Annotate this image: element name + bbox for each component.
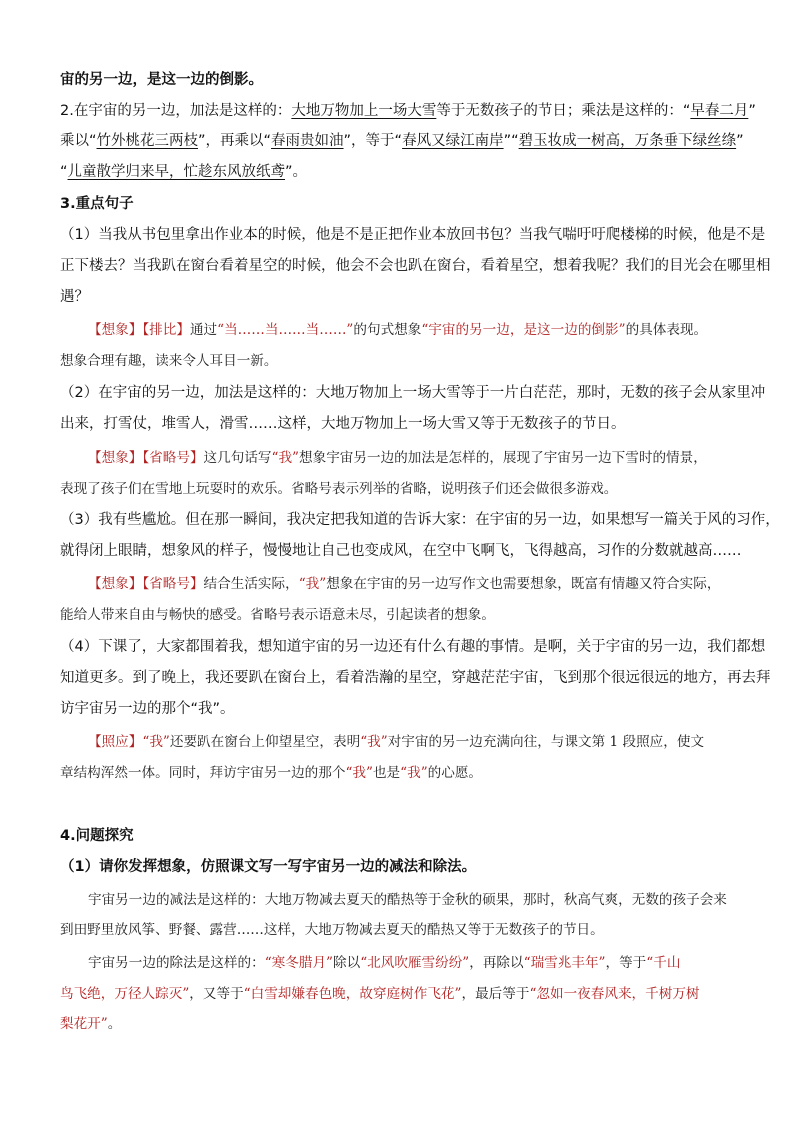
answer-division-line1: 宇宙另一边的除法是这样的：“寒冬腊月”除以“北风吹雁雪纷纷”，再除以“瑞雪兆丰年”，等于“千山 <box>88 955 681 971</box>
sentence-3-line1: （3）我有些尴尬。但在那一瞬间，我决定把我知道的告诉大家：在宇宙的另一边，如果想写一篇关于风的习作， <box>60 512 780 528</box>
note-1-line2: 想象合理有趣，读来令人耳目一新。 <box>60 353 278 369</box>
note-tag: 【照应】 <box>88 734 143 750</box>
note-3-line2: 能给人带来自由与畅快的感受。省略号表示语意未尽，引起读者的想象。 <box>60 607 495 623</box>
note-3-line1: 【想象】【省略号】结合生活实际，“我”想象在宇宙的另一边写作文也需要想象，既富有情趣又符合实际， <box>88 576 721 592</box>
answer-subtraction-line2: 到田野里放风筝、野餐、露营……这样，大地万物减去夏天的酷热又等于无数孩子的节日。 <box>60 922 604 938</box>
question-1: （1）请你发挥想象，仿照课文写一写宇宙另一边的减法和除法。 <box>60 859 477 875</box>
note-tag: 【想象】【排比】 <box>88 322 190 338</box>
sec2-line1: 宙的另一边，是这一边的倒影。 <box>60 72 263 88</box>
note-4-line2: 章结构浑然一体。同时，拜访宇宙另一边的那个“我”也是“我”的心愿。 <box>60 765 483 781</box>
sec4-heading: 4.问题探究 <box>60 828 134 844</box>
answer-subtraction-line1: 宇宙另一边的减法是这样的：大地万物减去夏天的酷热等于金秋的硕果，那时，秋高气爽，无数的孩子会来 <box>88 892 727 908</box>
sentence-4-line3: 访宇宙另一边的那个“我”。 <box>60 701 235 717</box>
sentence-1-line1: （1）当我从书包里拿出作业本的时候，他是不是正把作业本放回书包？当我气喘吁吁爬楼梯的时候，他是不是 <box>60 227 766 243</box>
sentence-3-line2: 就得闭上眼睛，想象风的样子，慢慢地让自己也变成风，在空中飞啊飞，飞得越高，习作的分数就越高…… <box>60 543 742 559</box>
sec2-line4: “儿童散学归来早，忙趁东风放纸鸢”。 <box>60 164 308 180</box>
sentence-2-line2: 出来，打雪仗，堆雪人，滑雪……这样，大地万物加上一场大雪又等于无数孩子的节日。 <box>60 416 626 432</box>
sentence-4-line2: 知道更多。到了晚上，我还要趴在窗台上，看着浩瀚的星空，穿越茫茫宇宙，飞到那个很远很远的地方，再去拜 <box>60 670 771 686</box>
note-tag: 【想象】【省略号】 <box>88 450 204 466</box>
sentence-1-line2: 正下楼去？当我趴在窗台看着星空的时候，他会不会也趴在窗台，看着星空，想着我呢？我们的目光会在哪里相 <box>60 258 771 274</box>
note-1-line1: 【想象】【排比】通过“当……当……当……”的句式想象“宇宙的另一边，是这一边的倒影”的具体表现。 <box>88 322 708 338</box>
note-2-line1: 【想象】【省略号】这几句话写“我”想象宇宙另一边的加法是怎样的，展现了宇宙另一边下雪时的情景， <box>88 450 707 466</box>
sentence-1-line3: 遇？ <box>60 289 89 305</box>
answer-division-line3: 梨花开”。 <box>60 1016 122 1032</box>
sec3-heading: 3.重点句子 <box>60 196 134 212</box>
sec2-line2: 2.在宇宙的另一边，加法是这样的：大地万物加上一场大雪等于无数孩子的节日；乘法是这样的：“早春二月” <box>60 103 756 119</box>
note-tag: 【想象】【省略号】 <box>88 576 204 592</box>
sentence-2-line1: （2）在宇宙的另一边，加法是这样的：大地万物加上一场大雪等于一片白茫茫，那时，无数的孩子会从家里冲 <box>60 385 766 401</box>
note-4-line1: 【照应】“我”还要趴在窗台上仰望星空，表明“我”对宇宙的另一边充满向往，与课文第 1 段照应，使文 <box>88 734 705 750</box>
answer-division-line2: 鸟飞绝，万径人踪灭”，又等于“白雪却嫌春色晚，故穿庭树作飞花”，最后等于“忽如一夜春风来，千树万树 <box>60 986 700 1002</box>
sec2-line3: 乘以“竹外桃花三两枝”，再乘以“春雨贵如油”，等于“春风又绿江南岸”“碧玉妆成一树高，万条垂下绿丝绦” <box>60 133 744 149</box>
note-2-line2: 表现了孩子们在雪地上玩耍时的欢乐。省略号表示列举的省略，说明孩子们还会做很多游戏。 <box>60 481 618 497</box>
sentence-4-line1: （4）下课了，大家都围着我，想知道宇宙的另一边还有什么有趣的事情。是啊，关于宇宙的另一边，我们都想 <box>60 639 766 655</box>
